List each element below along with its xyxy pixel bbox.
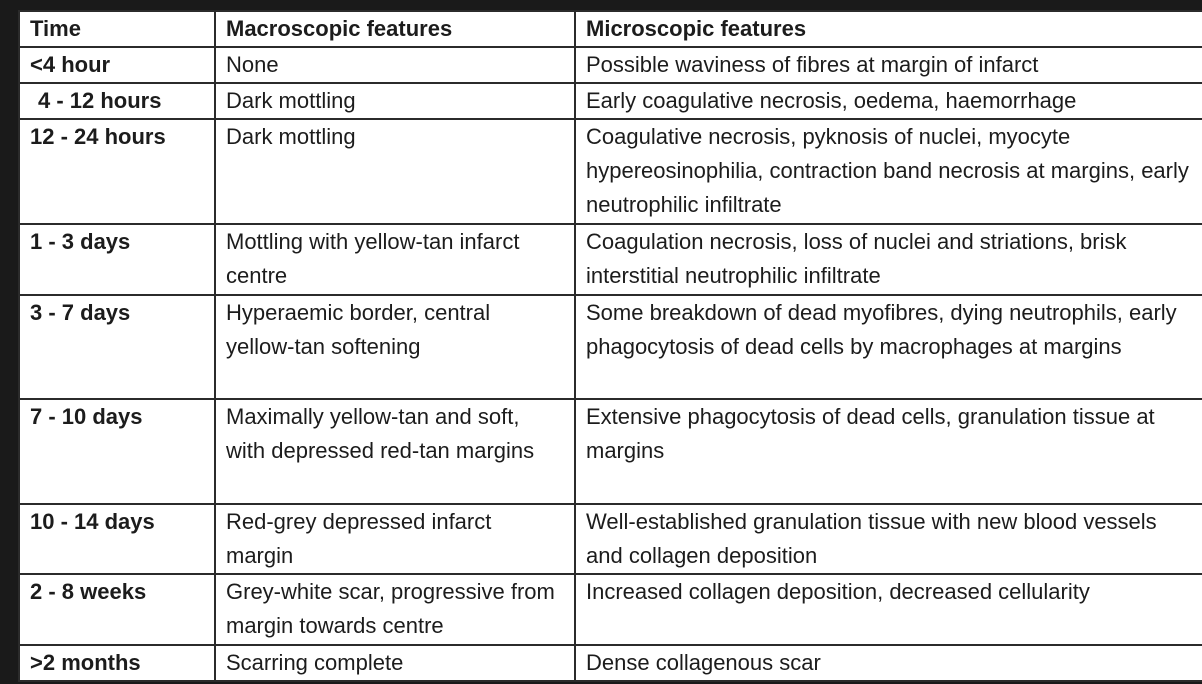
cell-macroscopic: None [215, 47, 575, 83]
document-page [18, 10, 1202, 682]
cell-time: 2 - 8 weeks [19, 574, 215, 644]
cell-macroscopic: Mottling with yellow-tan infarct centre [215, 224, 575, 294]
cell-macroscopic: Scarring complete [215, 645, 575, 681]
table-row [19, 574, 1202, 644]
table-row [19, 645, 1202, 681]
cell-microscopic: Possible waviness of fibres at margin of infarct [575, 47, 1202, 83]
cell-macroscopic: Maximally yellow-tan and soft, with depressed red-tan margins [215, 399, 575, 504]
table-header-row [19, 11, 1202, 47]
header-macroscopic: Macroscopic features [215, 11, 575, 47]
table-row [19, 83, 1202, 119]
cell-time: >2 months [19, 645, 215, 681]
cell-microscopic: Extensive phagocytosis of dead cells, granulation tissue at margins [575, 399, 1202, 504]
infarct-features-table [18, 10, 1202, 682]
cell-microscopic: Some breakdown of dead myofibres, dying neutrophils, early phagocytosis of dead cells by macrophages at margins [575, 295, 1202, 400]
cell-microscopic: Increased collagen deposition, decreased cellularity [575, 574, 1202, 644]
cell-macroscopic: Hyperaemic border, central yellow-tan softening [215, 295, 575, 400]
table-row [19, 47, 1202, 83]
cell-microscopic: Early coagulative necrosis, oedema, haemorrhage [575, 83, 1202, 119]
header-microscopic: Microscopic features [575, 11, 1202, 47]
header-time: Time [19, 11, 215, 47]
cell-microscopic: Coagulative necrosis, pyknosis of nuclei, myocyte hypereosinophilia, contraction band necrosis at margins, early neutrophilic infiltrate [575, 119, 1202, 224]
table-row [19, 119, 1202, 224]
cell-time: 1 - 3 days [19, 224, 215, 294]
cell-time: 7 - 10 days [19, 399, 215, 504]
cell-time: 3 - 7 days [19, 295, 215, 400]
table-row [19, 399, 1202, 504]
table-row [19, 224, 1202, 294]
cell-macroscopic: Dark mottling [215, 83, 575, 119]
cell-macroscopic: Grey-white scar, progressive from margin towards centre [215, 574, 575, 644]
cell-time: 4 - 12 hours [19, 83, 215, 119]
cell-time: 12 - 24 hours [19, 119, 215, 224]
cell-microscopic: Well-established granulation tissue with new blood vessels and collagen deposition [575, 504, 1202, 574]
cell-microscopic: Coagulation necrosis, loss of nuclei and striations, brisk interstitial neutrophilic infiltrate [575, 224, 1202, 294]
table-row [19, 504, 1202, 574]
cell-time: <4 hour [19, 47, 215, 83]
table-row [19, 295, 1202, 400]
cell-macroscopic: Dark mottling [215, 119, 575, 224]
cell-microscopic: Dense collagenous scar [575, 645, 1202, 681]
cell-macroscopic: Red-grey depressed infarct margin [215, 504, 575, 574]
cell-time: 10 - 14 days [19, 504, 215, 574]
